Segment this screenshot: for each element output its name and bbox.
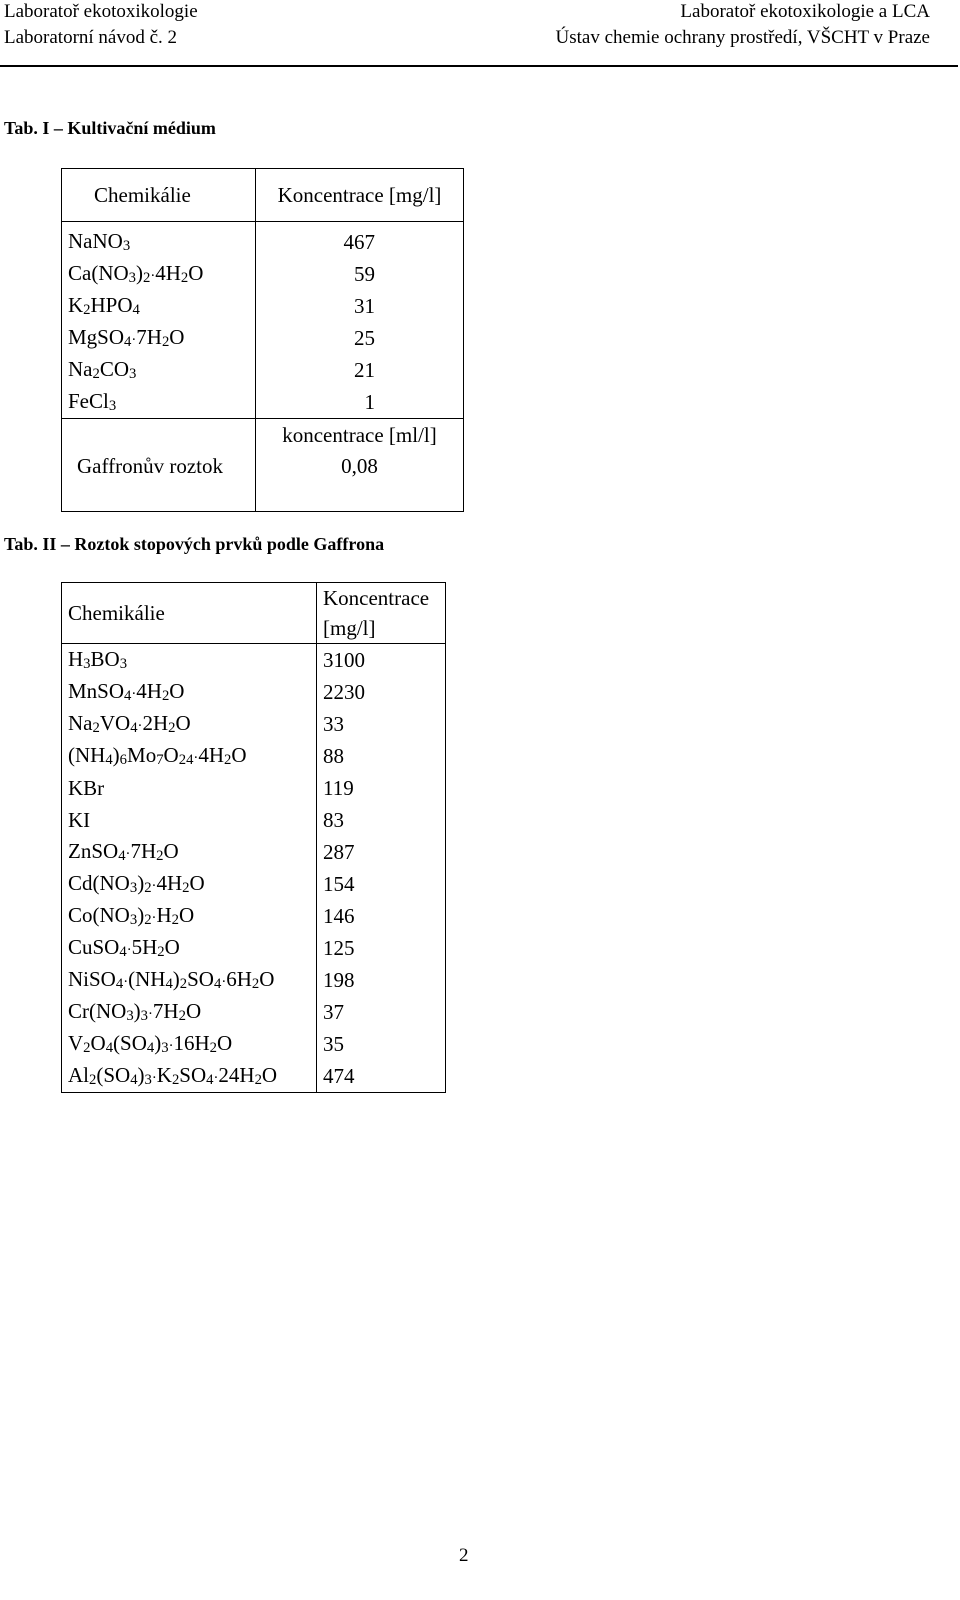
value-cell: 287 — [317, 836, 446, 868]
value-cell: 474 — [317, 1060, 446, 1093]
table-subheader-row — [62, 419, 464, 452]
table-row — [62, 868, 446, 900]
table-row — [62, 740, 446, 772]
table-row — [62, 354, 464, 386]
value-cell: 1 — [256, 386, 464, 419]
page-number: 2 — [459, 1545, 469, 1566]
value-cell: 125 — [317, 932, 446, 964]
chemical-cell: $MgSO_4\cdot 7H_2O$ — [62, 322, 256, 354]
value-cell: 83 — [317, 804, 446, 836]
table-row — [62, 996, 446, 1028]
chemical-cell: $Na_2CO_3$ — [62, 354, 256, 386]
table-row — [62, 708, 446, 740]
chemical-cell: $Cd(NO_3)_2\cdot 4H_2O$ — [62, 868, 317, 900]
chemical-cell: $Co(NO_3)_2\cdot H_2O$ — [62, 900, 317, 932]
culture-medium-table — [61, 168, 464, 512]
chemical-cell: $MnSO_4\cdot 4H_2O$ — [62, 676, 317, 708]
subheader-concentration-ml: koncentrace [ml/l] — [256, 419, 464, 452]
chemical-cell: NaNO$_3$ — [62, 222, 256, 259]
value-cell: 154 — [317, 868, 446, 900]
chemical-cell: $(NH_4)_6Mo_7O_{24}\cdot 4H_2O$ — [62, 740, 317, 772]
table-row — [62, 451, 464, 512]
table-row — [62, 804, 446, 836]
trace-elements-table — [61, 582, 446, 1093]
table-row — [62, 644, 446, 677]
header-right-line2: Ústav chemie ochrany prostředí, VŠCHT v Praze — [555, 27, 930, 48]
table-row — [62, 258, 464, 290]
chemical-cell: $Na_2VO_4\cdot 2H_2O$ — [62, 708, 317, 740]
column-header-concentration: Koncentrace [mg/l] — [256, 169, 464, 222]
value-cell: 198 — [317, 964, 446, 996]
chemical-cell: $K_2HPO_4$ — [62, 290, 256, 322]
value-cell: 146 — [317, 900, 446, 932]
table-row — [62, 222, 464, 259]
value-cell: 59 — [256, 258, 464, 290]
chemical-cell: KI — [62, 804, 317, 836]
chemical-cell: KBr — [62, 772, 317, 804]
header-rule — [0, 65, 958, 67]
chemical-cell: $H_3BO_3$ — [62, 644, 317, 677]
header-left-line1: Laboratoř ekotoxikologie — [4, 1, 198, 22]
table-row — [62, 964, 446, 996]
column-header-chemical: Chemikálie — [62, 169, 256, 222]
table2-caption: Tab. II – Roztok stopových prvků podle Gaffrona — [4, 534, 385, 554]
table-row — [62, 386, 464, 419]
chemical-cell: $Cr(NO_3)_3\cdot 7H_2O$ — [62, 996, 317, 1028]
value-cell: 31 — [256, 290, 464, 322]
value-cell: 467 — [256, 222, 464, 259]
value-cell: 119 — [317, 772, 446, 804]
chemical-cell: $Al_2(SO_4)_3\cdot K_2SO_4\cdot 24H_2O$ — [62, 1060, 317, 1093]
table-row — [62, 932, 446, 964]
value-cell: 21 — [256, 354, 464, 386]
header-left-line2: Laboratorní návod č. 2 — [4, 27, 178, 48]
chemical-cell: $CuSO_4\cdot 5H_2O$ — [62, 932, 317, 964]
table-row — [62, 900, 446, 932]
column-header-chemical: Chemikálie — [62, 583, 317, 644]
column-header-concentration — [317, 583, 446, 644]
chemical-cell: $NiSO_4\cdot(NH_4)_2SO_4\cdot 6H_2O$ — [62, 964, 317, 996]
value-cell: 37 — [317, 996, 446, 1028]
chemical-cell: Gaffronův roztok — [62, 451, 256, 512]
value-cell: 25 — [256, 322, 464, 354]
table-row — [62, 772, 446, 804]
chemical-cell: $Ca(NO_3)_2\cdot 4H_2O$ — [62, 258, 256, 290]
value-cell: 33 — [317, 708, 446, 740]
value-cell: 35 — [317, 1028, 446, 1060]
value-cell: 0,08 — [256, 451, 464, 512]
chemical-cell: $V_2O_4(SO_4)_3\cdot 16H_2O$ — [62, 1028, 317, 1060]
value-cell: 3100 — [317, 644, 446, 677]
table-header-row — [62, 583, 446, 644]
column-header-line2: [mg/l] — [323, 616, 376, 640]
table-header-row — [62, 169, 464, 222]
table-row — [62, 290, 464, 322]
table-row — [62, 836, 446, 868]
table-row — [62, 322, 464, 354]
chemical-cell: $ZnSO_4\cdot 7H_2O$ — [62, 836, 317, 868]
header-right-line1: Laboratoř ekotoxikologie a LCA — [680, 1, 930, 22]
table-row — [62, 1060, 446, 1093]
chemical-cell: FeCl$_3$ — [62, 386, 256, 419]
value-cell: 88 — [317, 740, 446, 772]
column-header-line1: Koncentrace — [323, 586, 430, 610]
value-cell: 2230 — [317, 676, 446, 708]
table-row — [62, 1028, 446, 1060]
table1-caption: Tab. I – Kultivační médium — [4, 118, 216, 138]
table-row — [62, 676, 446, 708]
